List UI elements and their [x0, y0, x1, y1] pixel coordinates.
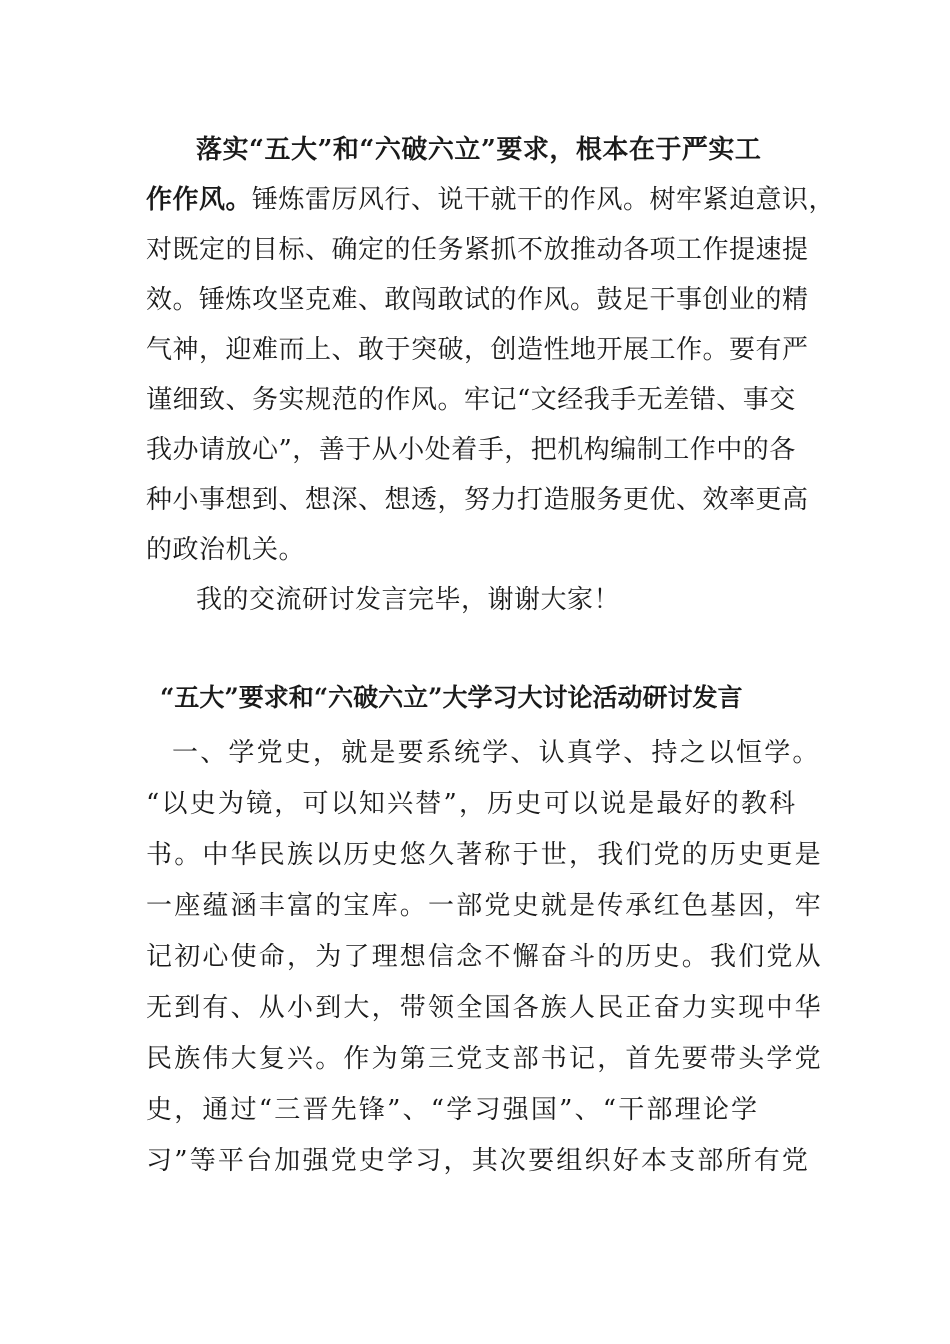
- section-title: “五大”要求和“六破六立”大学习大讨论活动研讨发言: [160, 683, 743, 712]
- paragraph-line: 对既定的目标、确定的任务紧抓不放推动各项工作提速提: [146, 235, 809, 265]
- paragraph-line: 的政治机关。: [146, 535, 306, 565]
- paragraph-line: 记初心使命，为了理想信念不懈奋斗的历史。我们党从: [146, 942, 823, 972]
- paragraph-line: 种小事想到、想深、想透，努力打造服务更优、效率更高: [146, 485, 809, 515]
- paragraph-line: 谨细致、务实规范的作风。牢记“文经我手无差错、事交: [146, 385, 796, 415]
- closing-remark: 我的交流研讨发言完毕，谢谢大家！: [196, 585, 621, 615]
- paragraph-line: 我办请放心”，善于从小处着手，把机构编制工作中的各: [146, 435, 796, 465]
- paragraph-line: 效。锤炼攻坚克难、敢闯敢试的作风。鼓足干事创业的精: [146, 285, 809, 315]
- paragraph-line: 书。中华民族以历史悠久著称于世，我们党的历史更是: [146, 840, 823, 870]
- paragraph-line: 气神，迎难而上、敢于突破，创造性地开展工作。要有严: [146, 335, 809, 365]
- paragraph-line: 史，通过“三晋先锋”、“学习强国”、“干部理论学: [146, 1095, 760, 1125]
- paragraph-line: [146, 183, 836, 217]
- paragraph-line: 无到有、从小到大，带领全国各族人民正奋力实现中华: [146, 993, 823, 1023]
- paragraph-bold-lead: 落实“五大”和“六破六立”要求，根本在于严实工: [196, 135, 762, 165]
- line-text: 锤炼雷厉风行、说干就干的作风。树牢紧迫意识，: [252, 185, 836, 215]
- paragraph-line: 一、学党史，就是要系统学、认真学、持之以恒学。: [172, 738, 821, 768]
- bold-lead-continuation: 作作风。: [146, 185, 253, 215]
- paragraph-line: “以史为镜，可以知兴替”，历史可以说是最好的教科: [146, 789, 798, 819]
- paragraph-line: 民族伟大复兴。作为第三党支部书记，首先要带头学党: [146, 1044, 823, 1074]
- paragraph-line: 一座蕴涵丰富的宝库。一部党史就是传承红色基因，牢: [146, 891, 823, 921]
- paragraph-line: 习”等平台加强党史学习，其次要组织好本支部所有党: [146, 1146, 811, 1176]
